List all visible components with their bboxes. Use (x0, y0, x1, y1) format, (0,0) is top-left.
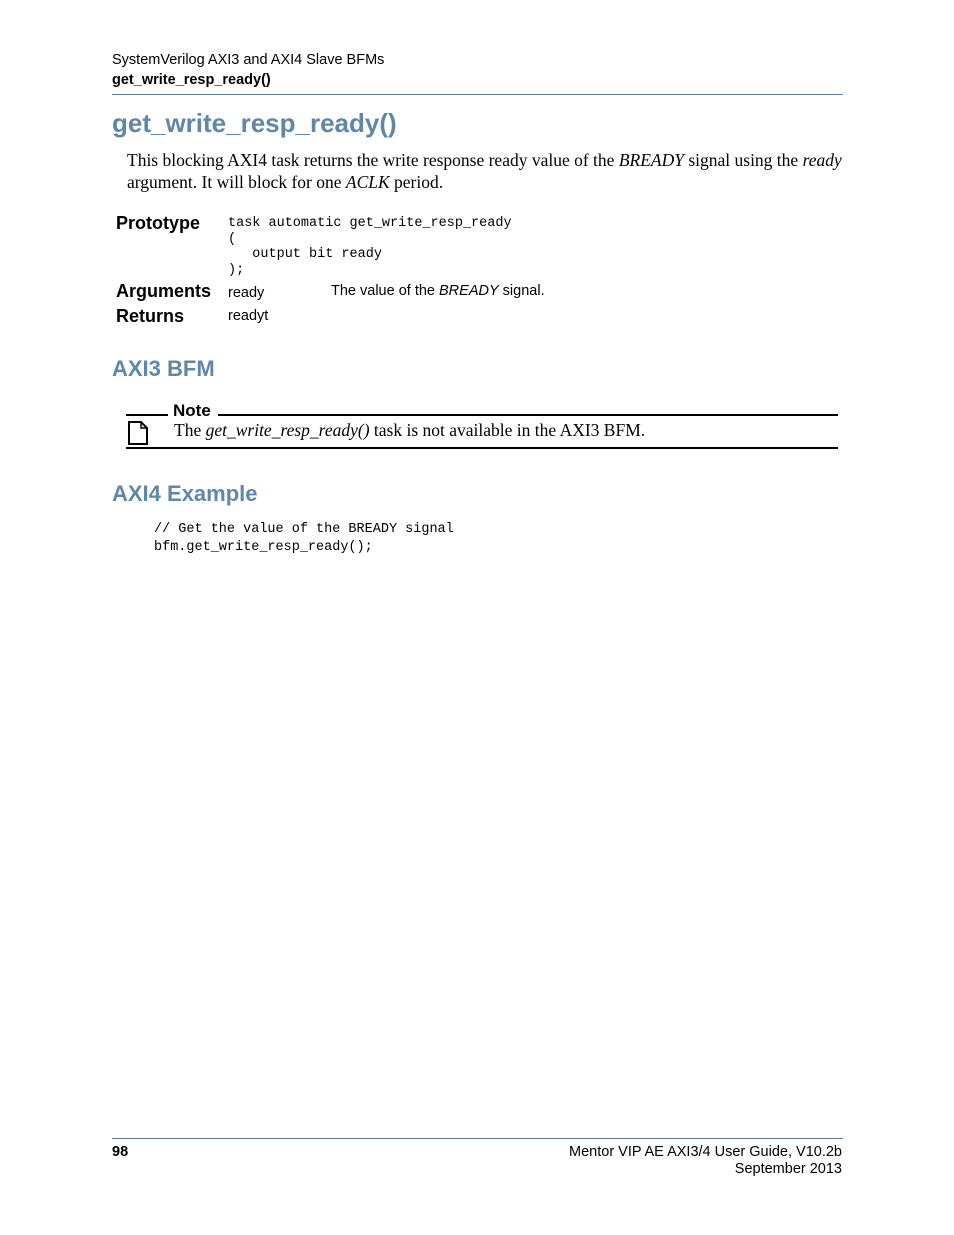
note-post: task is not available in the AXI3 BFM. (369, 420, 646, 440)
argument-name: ready (228, 285, 265, 301)
running-header-topic: get_write_resp_ready() (112, 72, 271, 88)
desc-text-3: argument. It will block for one (127, 172, 346, 192)
running-header-section: SystemVerilog AXI3 and AXI4 Slave BFMs (112, 52, 385, 68)
page-number: 98 (112, 1144, 129, 1160)
prototype-label: Prototype (116, 213, 201, 233)
note-task-name: get_write_resp_ready() (205, 420, 370, 440)
note-label: Note (173, 401, 211, 420)
axi4-example-heading: AXI4 Example (112, 481, 258, 506)
axi3-bfm-heading: AXI3 BFM (112, 356, 215, 381)
prototype-code: task automatic get_write_resp_ready ( output bit ready ); (228, 216, 512, 278)
guide-title: Mentor VIP AE AXI3/4 User Guide, V10.2b (569, 1144, 842, 1160)
document-note-icon (128, 421, 148, 445)
argument-description (331, 283, 545, 299)
arg-desc-bready: BREADY (439, 283, 499, 299)
desc-ready: ready (802, 150, 842, 170)
description-paragraph (127, 149, 843, 193)
footer-info (569, 1144, 842, 1178)
note-rule-left (126, 414, 168, 416)
note-pre: The (174, 420, 206, 440)
returns-value: readyt (228, 308, 269, 324)
note-rule-bottom (126, 447, 838, 449)
axi4-example-code: // Get the value of the BREADY signal bfm.get_write_resp_ready(); (154, 522, 454, 555)
desc-text-1: This blocking AXI4 task returns the write response ready value of the (127, 150, 619, 170)
header-rule (112, 94, 843, 95)
returns-label: Returns (116, 306, 185, 326)
note-text (174, 420, 645, 441)
desc-text-4: period. (389, 172, 444, 192)
note-rule-right (218, 414, 838, 416)
desc-bready: BREADY (618, 150, 684, 170)
footer-rule (112, 1138, 843, 1139)
page-title: get_write_resp_ready() (112, 108, 397, 138)
arg-desc-post: signal. (498, 283, 545, 299)
publication-date: September 2013 (734, 1161, 842, 1177)
desc-aclk: ACLK (345, 172, 390, 192)
desc-text-2: signal using the (683, 150, 803, 170)
arguments-label: Arguments (116, 281, 212, 301)
arg-desc-pre: The value of the (331, 283, 440, 299)
